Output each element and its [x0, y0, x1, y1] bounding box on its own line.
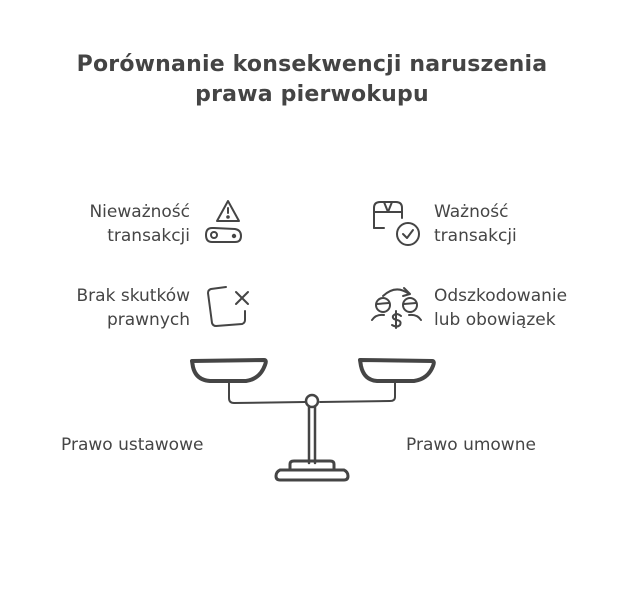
- left-item-2-line1: Brak skutków: [76, 286, 190, 306]
- title-line-2: prawa pierwokupu: [195, 82, 429, 107]
- right-item-1-line1: Ważność: [434, 202, 509, 222]
- left-item-1-line2: transakcji: [107, 226, 190, 246]
- caption-contract-law: Prawo umowne: [406, 435, 536, 455]
- left-item-2-line2: prawnych: [106, 310, 190, 330]
- title-line-1: Porównanie konsekwencji naruszenia: [76, 52, 548, 77]
- caption-statutory-law: Prawo ustawowe: [61, 435, 204, 455]
- right-item-1-line2: transakcji: [434, 226, 517, 246]
- left-item-1-line1: Nieważność: [89, 202, 190, 222]
- right-item-2-line1: Odszkodowanie: [434, 286, 568, 306]
- right-item-2-line2: lub obowiązek: [434, 310, 556, 330]
